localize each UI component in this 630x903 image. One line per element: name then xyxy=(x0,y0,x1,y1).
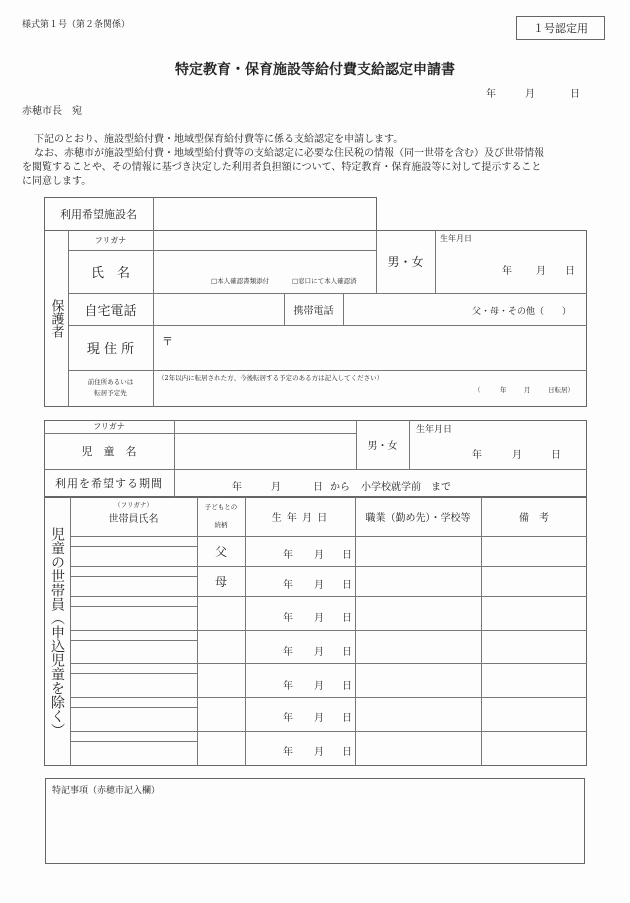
guardian-furigana-label: フリガナ xyxy=(94,235,127,245)
period-until: 小学校就学前 まで xyxy=(361,482,451,493)
guardian-birth-month: 月 xyxy=(536,266,546,277)
guardian-side-label: 保護者 xyxy=(48,299,64,338)
guardian-birth-day: 日 xyxy=(565,266,575,277)
moved-date-month: 月 xyxy=(524,386,531,394)
intro-line-2: なお、赤穂市が施設型給付費・地域型給付費等の支給認定に必要な住民税の情報（同一世帯を含む）及び世帯情報 xyxy=(34,148,544,159)
period-year: 年 xyxy=(232,482,242,493)
moved-date-year: 年 xyxy=(500,386,507,394)
row-year: 年 xyxy=(283,580,293,591)
mobile-phone-label: 携帯電話 xyxy=(293,305,334,317)
date-day: 日 xyxy=(570,89,580,100)
col-remarks: 備 考 xyxy=(519,513,549,524)
guardian-birthdate-label: 生年月日 xyxy=(440,234,472,243)
household-side-label: 児童の世帯員（申込児童を除く） xyxy=(49,526,65,737)
row-day: 日 xyxy=(342,747,352,758)
moved-date-day: 日転居） xyxy=(548,386,574,394)
row-month: 月 xyxy=(314,681,324,692)
facility-label: 利用希望施設名 xyxy=(60,208,137,221)
row-day: 日 xyxy=(342,550,352,561)
mobile-phone-input[interactable] xyxy=(345,295,465,323)
intro-line-4: に同意します。 xyxy=(22,176,92,187)
row-month: 月 xyxy=(314,647,324,658)
col-relation-1: 子どもとの xyxy=(204,503,238,511)
child-furigana-input[interactable] xyxy=(176,421,354,432)
relation-select[interactable]: 父・母・その他（ ） xyxy=(472,307,572,317)
moved-date-open: （ xyxy=(474,386,481,394)
facility-input[interactable] xyxy=(155,199,375,229)
prev-address-input[interactable] xyxy=(155,383,465,405)
id-counter-checkbox[interactable]: □窓口にて本人確認済 xyxy=(292,277,357,285)
row-day: 日 xyxy=(342,713,352,724)
row-month: 月 xyxy=(314,550,324,561)
period-from: から xyxy=(330,482,350,493)
postal-mark: 〒 xyxy=(162,335,173,348)
guardian-gender-select[interactable]: 男・女 xyxy=(387,255,424,269)
col-name: 世帯員氏名 xyxy=(108,514,159,525)
row-year: 年 xyxy=(283,613,293,624)
prev-address-label-1: 前住所あるいは xyxy=(87,378,134,386)
row-month: 月 xyxy=(314,713,324,724)
intro-line-1: 下記のとおり、施設型給付費・地域型保育給付費等に係る支給認定を申請します。 xyxy=(34,134,404,145)
child-name-input[interactable] xyxy=(176,435,354,467)
child-name-label: 児 童 名 xyxy=(81,445,137,458)
period-day: 日 xyxy=(313,482,323,493)
row-year: 年 xyxy=(283,747,293,758)
period-month: 月 xyxy=(271,482,281,493)
child-furigana-label: フリガナ xyxy=(93,422,125,431)
row-day: 日 xyxy=(342,613,352,624)
col-furigana: （フリガナ） xyxy=(114,501,153,509)
row-month: 月 xyxy=(314,613,324,624)
col-birthdate: 生 年 月 日 xyxy=(271,513,329,524)
addressee: 赤穂市長 宛 xyxy=(22,106,82,117)
child-birth-day: 日 xyxy=(551,450,561,461)
row-relation: 母 xyxy=(214,574,227,589)
row-year: 年 xyxy=(283,681,293,692)
guardian-furigana-input[interactable] xyxy=(155,231,375,249)
guardian-name-label: 氏 名 xyxy=(90,266,130,281)
date-year: 年 xyxy=(486,89,496,100)
child-birthdate-label: 生年月日 xyxy=(416,425,453,435)
home-phone-label: 自宅電話 xyxy=(84,303,137,319)
row-day: 日 xyxy=(342,681,352,692)
child-birth-month: 月 xyxy=(512,450,522,461)
form-number: 様式第１号（第２条関係） xyxy=(22,20,131,30)
row-day: 日 xyxy=(342,580,352,591)
prev-address-label-2: 転居予定先 xyxy=(94,389,127,397)
period-label: 利用を希望する期間 xyxy=(55,477,163,490)
guardian-birth-year: 年 xyxy=(502,266,512,277)
certification-badge: １号認定用 xyxy=(516,16,605,40)
row-relation: 父 xyxy=(214,544,227,559)
intro-line-3: を閲覧することや、その情報に基づき決定した利用者負担額について、特定教育・保育施設等に対して提示すること xyxy=(22,162,542,173)
page-title: 特定教育・保育施設等給付費支給認定申請書 xyxy=(175,62,455,78)
col-occupation: 職業（勤め先）・学校等 xyxy=(365,513,471,524)
row-day: 日 xyxy=(342,647,352,658)
id-document-checkbox[interactable]: □本人確認書類添付 xyxy=(211,277,270,285)
home-phone-input[interactable] xyxy=(155,295,283,323)
child-gender-select[interactable]: 男・女 xyxy=(367,441,398,452)
row-year: 年 xyxy=(283,647,293,658)
notes-label: 特記事項（赤穂市記入欄） xyxy=(52,786,161,796)
prev-address-note: （2年以内に転居された方、今後転居する予定のある方は記入してください） xyxy=(158,374,384,382)
guardian-name-input[interactable] xyxy=(155,251,375,273)
col-relation-2: 続柄 xyxy=(214,521,228,529)
row-year: 年 xyxy=(283,550,293,561)
row-month: 月 xyxy=(314,580,324,591)
address-label: 現 住 所 xyxy=(86,342,135,357)
row-year: 年 xyxy=(283,713,293,724)
child-birth-year: 年 xyxy=(472,450,482,461)
address-input[interactable] xyxy=(175,327,585,368)
row-month: 月 xyxy=(314,747,324,758)
date-month: 月 xyxy=(525,89,535,100)
household-block xyxy=(44,497,587,766)
